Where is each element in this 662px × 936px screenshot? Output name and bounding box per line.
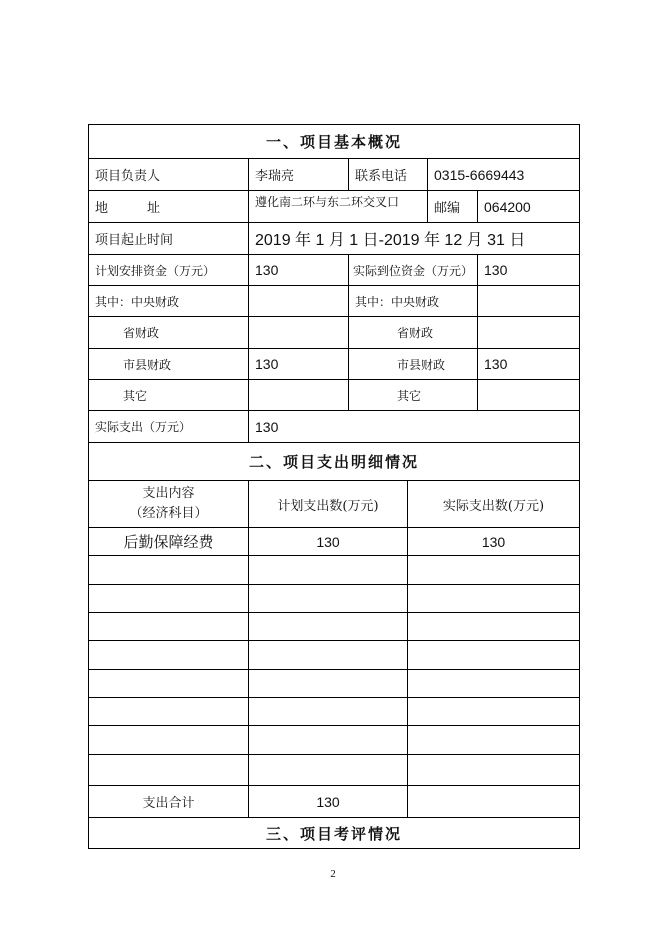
planned-other-value [248, 379, 349, 411]
section1-title: 一、项目基本概况 [88, 124, 580, 159]
empty-cell [88, 725, 249, 755]
empty-cell [407, 584, 580, 613]
actual-province-value [477, 316, 580, 349]
zip-label: 邮编 [427, 190, 478, 223]
actual-county-value: 130 [477, 348, 580, 380]
empty-cell [248, 725, 408, 755]
period-label: 项目起止时间 [88, 222, 249, 255]
province-label: 省财政 [88, 316, 249, 349]
empty-cell [88, 640, 249, 670]
empty-cell [407, 612, 580, 641]
page-number: 2 [330, 868, 336, 880]
actual-county-label: 市县财政 [348, 348, 478, 380]
header-expense-content-line1: 支出内容 [142, 486, 195, 501]
empty-cell [407, 669, 580, 698]
planned-county-value: 130 [248, 348, 349, 380]
empty-cell [407, 725, 580, 755]
empty-cell [88, 612, 249, 641]
central-label: 其中：中央财政 [88, 285, 249, 317]
empty-cell [407, 555, 580, 585]
county-label: 市县财政 [88, 348, 249, 380]
empty-cell [248, 584, 408, 613]
empty-cell [248, 669, 408, 698]
empty-cell [248, 754, 408, 786]
planned-central-value [248, 285, 349, 317]
phone-label: 联系电话 [348, 158, 428, 191]
empty-cell [88, 697, 249, 726]
empty-cell [88, 555, 249, 585]
empty-cell [88, 669, 249, 698]
actual-funds-label: 实际到位资金（万元） [348, 254, 478, 286]
total-label: 支出合计 [88, 785, 249, 818]
total-planned: 130 [248, 785, 408, 818]
actual-other-value [477, 379, 580, 411]
empty-cell [407, 640, 580, 670]
project-lead-value: 李瑞亮 [248, 158, 349, 191]
section2-title: 二、项目支出明细情况 [88, 442, 580, 481]
period-value: 2019 年 1 月 1 日-2019 年 12 月 31 日 [248, 222, 580, 255]
actual-funds-value: 130 [477, 254, 580, 286]
actual-province-label: 省财政 [348, 316, 478, 349]
empty-cell [88, 754, 249, 786]
address-label: 地 址 [88, 190, 249, 223]
empty-cell [248, 612, 408, 641]
actual-spend-value: 130 [248, 410, 580, 443]
header-planned: 计划支出数(万元) [248, 480, 408, 528]
empty-cell [248, 697, 408, 726]
expense-row-actual: 130 [407, 527, 580, 556]
planned-funds-value: 130 [248, 254, 349, 286]
header-actual: 实际支出数(万元) [407, 480, 580, 528]
header-expense-content-line2: （经济科目） [129, 506, 208, 521]
other-label: 其它 [88, 379, 249, 411]
zip-value: 064200 [477, 190, 580, 223]
header-expense-content [88, 480, 249, 528]
expense-row-name: 后勤保障经费 [88, 527, 249, 556]
address-value: 遵化南二环与东二环交叉口 [248, 190, 428, 223]
phone-value: 0315-6669443 [427, 158, 580, 191]
planned-province-value [248, 316, 349, 349]
empty-cell [248, 555, 408, 585]
actual-central-label: 其中：中央财政 [348, 285, 478, 317]
expense-row-planned: 130 [248, 527, 408, 556]
planned-funds-label: 计划安排资金（万元） [88, 254, 249, 286]
empty-cell [88, 584, 249, 613]
actual-spend-label: 实际支出（万元） [88, 410, 249, 443]
section3-title: 三、项目考评情况 [88, 817, 580, 849]
actual-central-value [477, 285, 580, 317]
empty-cell [407, 754, 580, 786]
total-actual [407, 785, 580, 818]
actual-other-label: 其它 [348, 379, 478, 411]
project-lead-label: 项目负责人 [88, 158, 249, 191]
empty-cell [407, 697, 580, 726]
empty-cell [248, 640, 408, 670]
